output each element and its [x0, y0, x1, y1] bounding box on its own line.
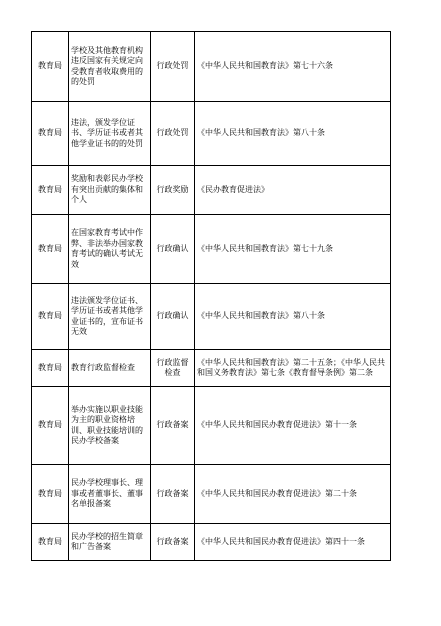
dept-cell: 教育局 — [32, 102, 69, 166]
type-cell: 行政备案 — [151, 524, 195, 561]
table-row — [32, 465, 391, 524]
dept-cell: 教育局 — [32, 215, 69, 284]
type-cell: 行政处罚 — [151, 102, 195, 166]
item-cell: 举办实施以职业技能为主的职业资格培训、职业技能培训的民办学校备案 — [69, 387, 151, 465]
item-cell: 在国家教育考试中作弊、非法举办国家教育考试的确认考试无效 — [69, 215, 151, 284]
item-cell: 民办学校的招生简章和广告备案 — [69, 524, 151, 561]
item-cell: 违法，颁发学位证书、学历证书或者其他学业证书的的处罚 — [69, 102, 151, 166]
item-cell: 学校及其他教育机构违反国家有关规定向受教育者收取费用的的处罚 — [69, 32, 151, 102]
type-cell: 行政处罚 — [151, 32, 195, 102]
dept-cell: 教育局 — [32, 465, 69, 524]
basis-cell: 《中华人民共和国教育法》第二十五条；《中华人民共和国义务教育法》第七条《教育督导条例》第二条 — [195, 350, 391, 387]
type-cell: 行政备案 — [151, 465, 195, 524]
basis-cell: 《中华人民共和国教育法》第八十条 — [195, 102, 391, 166]
basis-cell: 《中华人民共和国民办教育促进法》第二十条 — [195, 465, 391, 524]
type-cell: 行政监督检查 — [151, 350, 195, 387]
table-row — [32, 387, 391, 465]
dept-cell: 教育局 — [32, 524, 69, 561]
type-cell: 行政确认 — [151, 284, 195, 350]
table-row — [32, 32, 391, 102]
table-row — [32, 166, 391, 215]
table-row — [32, 102, 391, 166]
dept-cell: 教育局 — [32, 32, 69, 102]
item-cell: 违法颁发学位证书、学历证书或者其他学业证书的，宣布证书无效 — [69, 284, 151, 350]
item-cell: 民办学校理事长、理事或者董事长、董事名单报备案 — [69, 465, 151, 524]
basis-cell: 《中华人民共和国民办教育促进法》第四十一条 — [195, 524, 391, 561]
dept-cell: 教育局 — [32, 284, 69, 350]
document-table — [31, 31, 391, 561]
dept-cell: 教育局 — [32, 387, 69, 465]
dept-cell: 教育局 — [32, 166, 69, 215]
item-cell: 奖励和表彰民办学校有突出贡献的集体和个人 — [69, 166, 151, 215]
type-cell: 行政确认 — [151, 215, 195, 284]
basis-cell: 《中华人民共和国教育法》第七十六条 — [195, 32, 391, 102]
basis-cell: 《中华人民共和国民办教育促进法》第十一条 — [195, 387, 391, 465]
table-row — [32, 524, 391, 561]
table-row — [32, 215, 391, 284]
item-cell: 教育行政监督检查 — [69, 350, 151, 387]
type-cell: 行政备案 — [151, 387, 195, 465]
basis-cell: 《中华人民共和国教育法》第七十九条 — [195, 215, 391, 284]
dept-cell: 教育局 — [32, 350, 69, 387]
basis-cell: 《中华人民共和国教育法》第八十条 — [195, 284, 391, 350]
basis-cell: 《民办教育促进法》 — [195, 166, 391, 215]
table-row — [32, 284, 391, 350]
table-row — [32, 350, 391, 387]
type-cell: 行政奖励 — [151, 166, 195, 215]
